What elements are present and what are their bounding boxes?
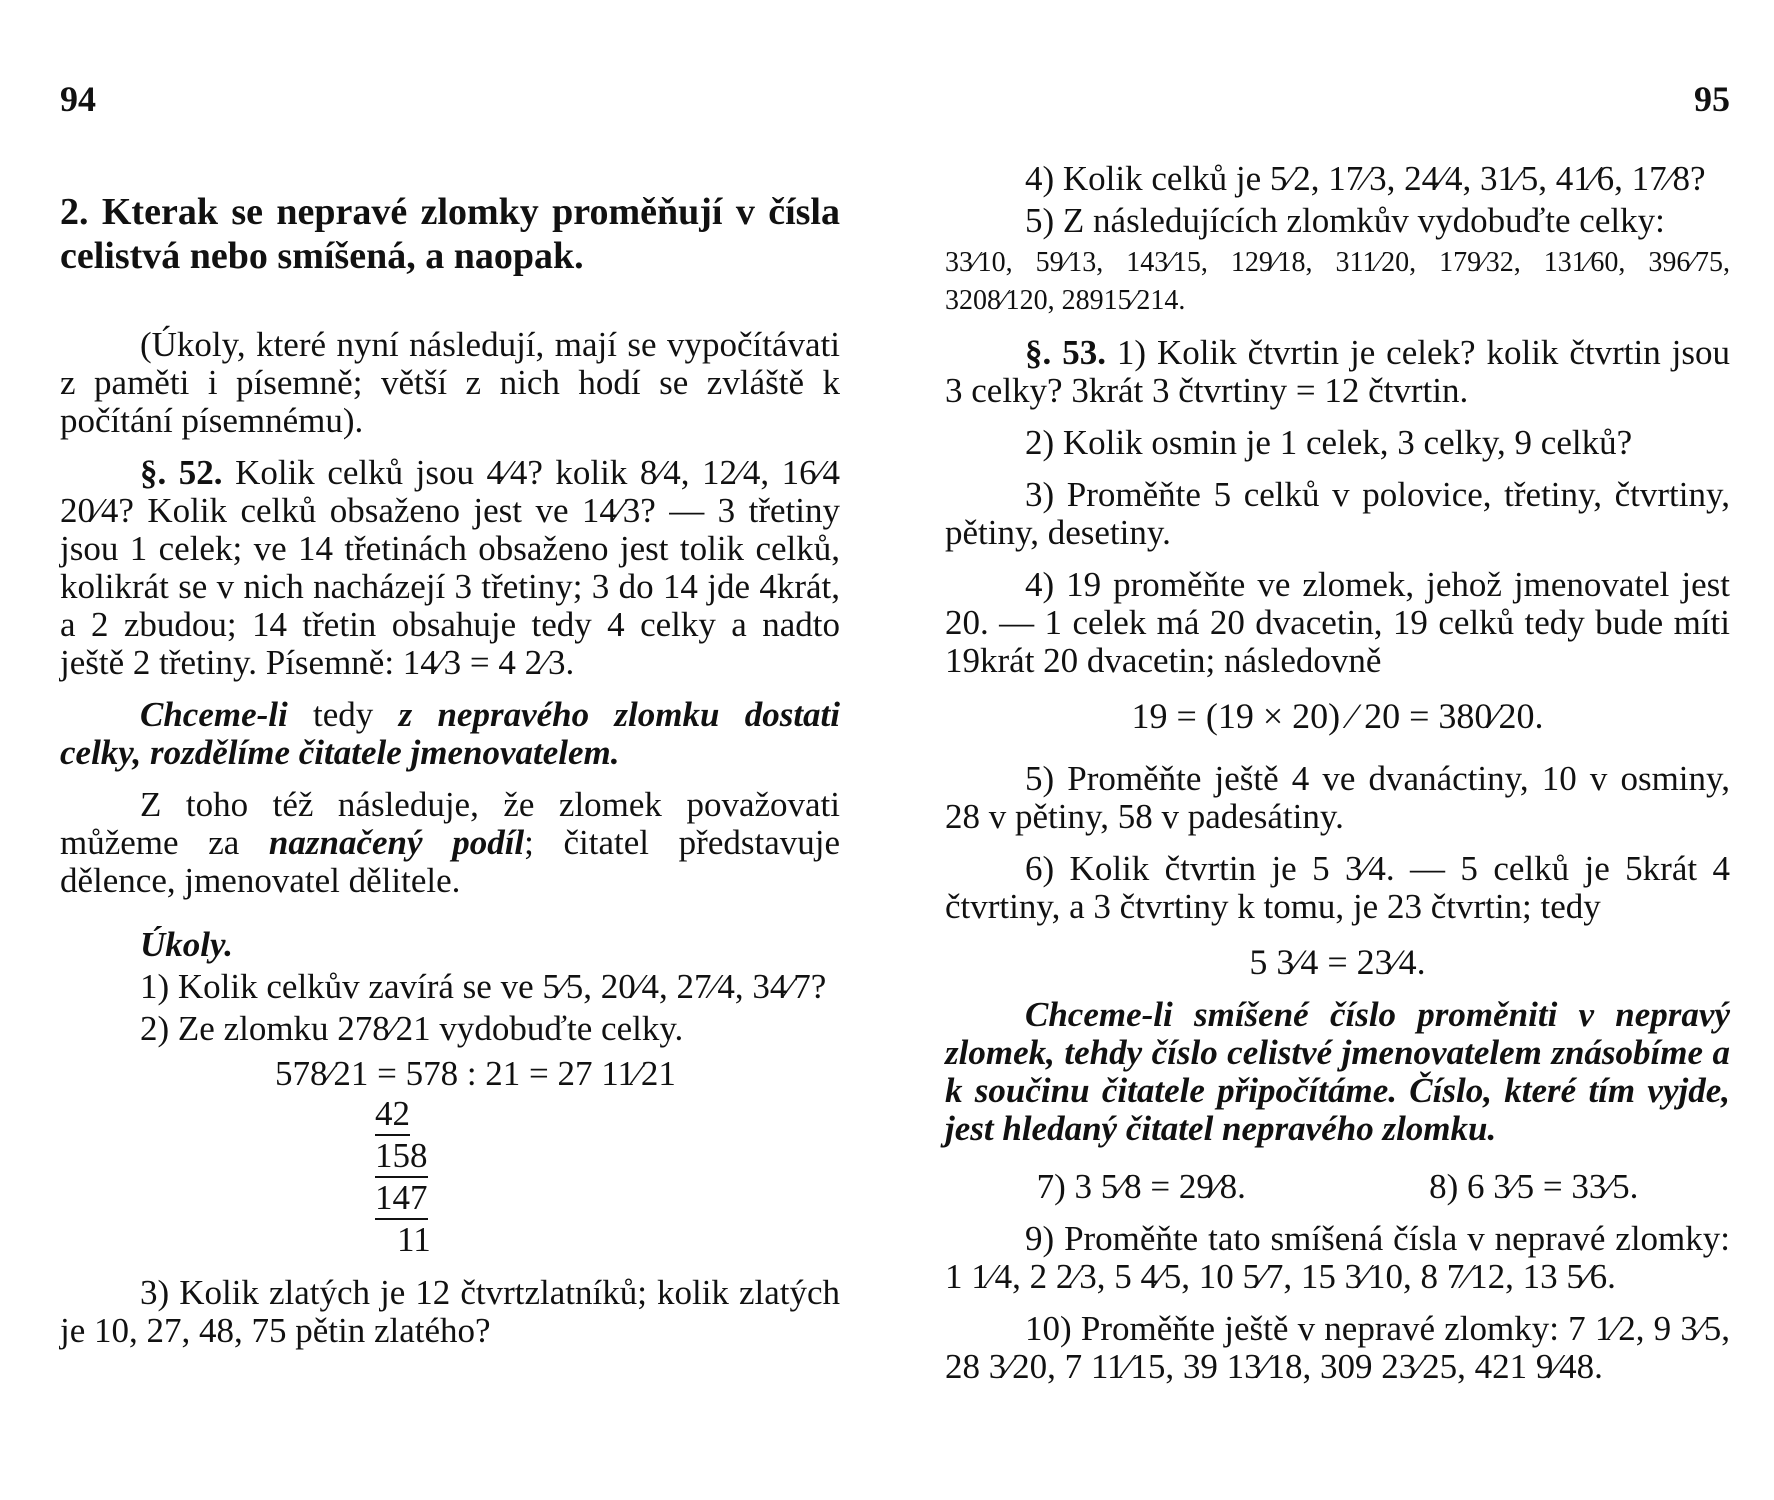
rule-division-mid: tedy [287,695,399,734]
task-4-text: Kolik celků je 5⁄2, 17⁄3, 24⁄4, 31⁄5, 41⁄6, 17⁄8? [1062,159,1706,198]
division-line-2-value: 42 [375,1094,410,1136]
task-3 [60,1274,840,1350]
section-53-task-6: 6) Kolik čtvrtin je 5 3⁄4. — 5 celků je 5krát 4 čtvrtiny, a 3 čtvrtiny k tomu, je 23 čtvrtin; tedy [945,849,1730,926]
section-53-task-4: 4) 19 proměňte ve zlomek, jehož jmenovatel jest 20. — 1 celek má 20 dvacetin, 19 celků tedy bude míti 19krát 20 dvacetin; následovně [945,565,1730,680]
task-4-number: 4) [1025,159,1055,198]
section-53-task-2: 2) Kolik osmin je 1 celek, 3 celky, 9 celků? [1025,423,1633,462]
task-5-text: Z následujících zlomkův vydobuďte celky: [1062,201,1665,240]
task-1-number: 1) [140,967,170,1006]
section-53-number: §. 53. [1025,333,1106,372]
quotient-paragraph [60,786,840,900]
division-line-4-value: 147 [375,1178,428,1220]
task-5-fraction-list: 33⁄10, 59⁄13, 143⁄15, 129⁄18, 311⁄20, 179⁄32, 131⁄60, 396⁄75, 3208⁄120, 28915⁄214. [945,247,1730,316]
task-1 [60,968,840,1006]
intro-paragraph: (Úkoly, které nyní následují, mají se vypočítávati z paměti i písemně; větší z nich hodí se zvláště k počítání písemnému). [60,325,840,440]
task-7: 7) 3 5⁄8 = 29⁄8. [1036,1167,1246,1206]
rule-division-prefix: Chceme-li [140,695,288,734]
task-3-text: Kolik zlatých je 12 čtvrtzlatníků; kolik zlatých je 10, 27, 48, 75 pětin zlatého? [60,1273,841,1350]
division-line-3-value: 158 [375,1136,428,1178]
section-53-task-5: 5) Proměňte ještě 4 ve dvanáctiny, 10 v osminy, 28 v pětiny, 58 v padesátiny. [945,759,1730,836]
left-page-text [60,190,840,1364]
task-4 [945,160,1730,198]
task-8: 8) 6 3⁄5 = 33⁄5. [1429,1167,1639,1206]
section-53-paragraph [945,334,1730,410]
page-number-left: 94 [60,79,96,119]
task-10: 10) Proměňte ještě v nepravé zlomky: 7 1⁄2, 9 3⁄5, 28 3⁄20, 7 11⁄15, 39 13⁄18, 309 23⁄25, 421 9⁄48. [945,1309,1730,1386]
task-5 [945,202,1730,240]
section-52-paragraph [60,454,840,682]
long-division [275,1054,840,1260]
tasks-7-8 [945,1168,1730,1206]
quotient-emphasis: naznačený podíl [268,823,525,862]
formula-19: 19 = (19 × 20) ⁄ 20 = 380⁄20. [1131,696,1544,736]
task-2-text: Ze zlomku 278⁄21 vydobuďte celky. [177,1009,684,1048]
formula-5-3-4: 5 3⁄4 = 23⁄4. [1249,942,1426,982]
task-9: 9) Proměňte tato smíšená čísla v nepravé zlomky: 1 1⁄4, 2 2⁄3, 5 4⁄5, 10 5⁄7, 15 3⁄10, 8 7⁄12, 13 5⁄6. [945,1219,1730,1296]
rule-mixed-number: Chceme-li smíšené číslo proměniti v nepravý zlomek, tehdy číslo celistvé jmenovatelem znásobíme a k součinu čitatele připočítáme. Číslo, které tím vyjde, jest hledaný čitatel nepravého zlomku. [945,995,1730,1148]
task-1-text: Kolik celkův zavírá se ve 5⁄5, 20⁄4, 27⁄4, 34⁄7? [177,967,827,1006]
tasks-title: Úkoly. [140,925,233,964]
division-line-2 [275,1094,840,1136]
right-page-text [945,160,1730,1400]
division-line-1: 578⁄21 = 578 : 21 = 27 11⁄21 [275,1054,676,1093]
task-2 [60,1010,840,1048]
rule-division [60,696,840,772]
division-line-3 [275,1136,840,1178]
section-53-task-1: 1) Kolik čtvrtin je celek? kolik čtvrtin jsou 3 celky? 3krát 3 čtvrtiny = 12 čtvrtin. [945,333,1731,410]
division-line-5: 11 [397,1220,431,1259]
chapter-heading: 2. Kterak se nepravé zlomky proměňují v čísla celistvá nebo smíšená, a naopak. [60,191,840,277]
quotient-text-a: Z toho též následuje, že zlomek považovati můžeme za [60,785,840,862]
task-3-number: 3) [140,1273,170,1312]
task-2-number: 2) [140,1009,170,1048]
quotient-text-b: ; čitatel představuje dělence, jmenovatel dělitele. [60,823,840,900]
task-5-number: 5) [1025,201,1055,240]
rule-division-rest: z nepravého zlomku dostati celky, rozdělíme čitatele jmenovatelem. [60,695,840,772]
section-52-number: §. 52. [140,453,223,492]
section-52-text: Kolik celků jsou 4⁄4? kolik 8⁄4, 12⁄4, 16⁄4 20⁄4? Kolik celků obsaženo jest ve 14⁄3? — 3 třetiny jsou 1 celek; ve 14 třetinách obsaženo jest tolik celků, kolikrát se v nich nacházejí 3 třetiny; 3 do 14 jde 4krát, a 2 zbudou; 14 třetin obsahuje tedy 4 celky a nadto ještě 2 třetiny. Písemně: 14⁄3 = 4 2⁄3. [60,453,840,682]
division-line-4 [275,1178,840,1220]
section-53-task-3: 3) Proměňte 5 celků v polovice, třetiny, čtvrtiny, pětiny, desetiny. [945,475,1730,552]
page-number-right: 95 [1694,79,1730,119]
